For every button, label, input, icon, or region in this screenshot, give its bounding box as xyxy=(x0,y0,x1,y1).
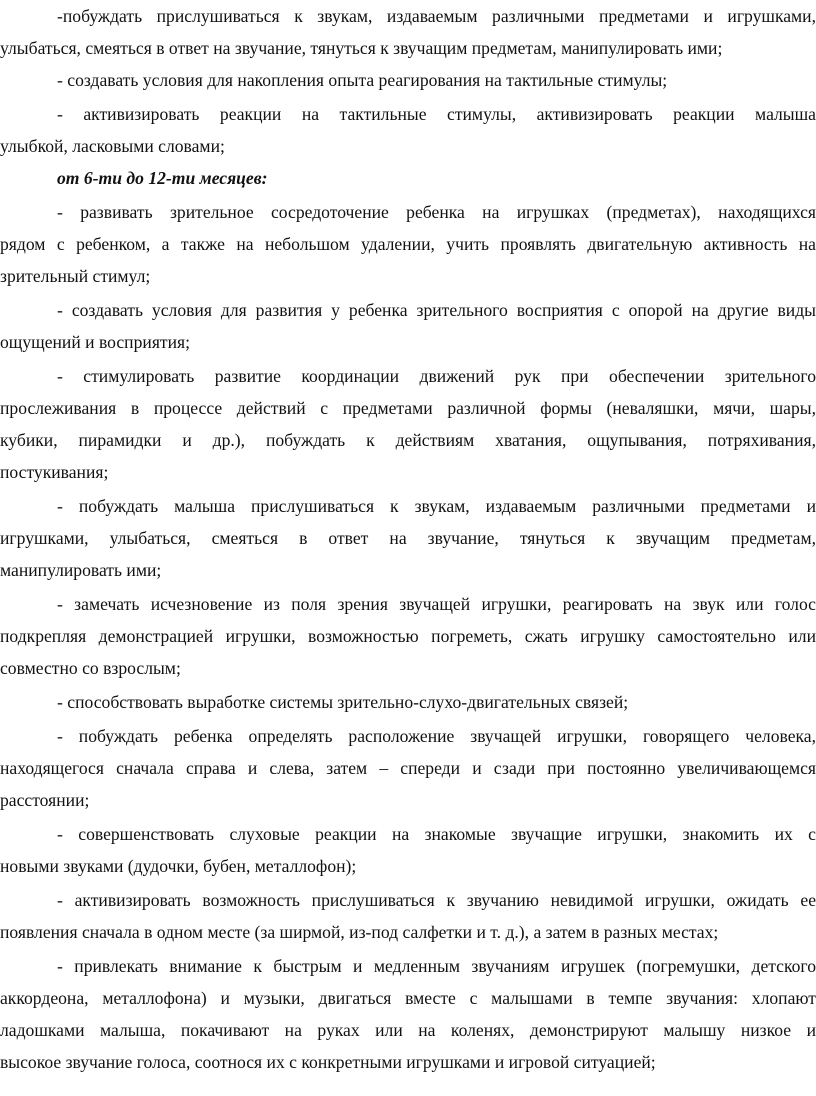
text-line: - побуждать малыша прислушиваться к звукам, издаваемым различными предметами и xyxy=(57,496,816,516)
text-line: подкрепляя демонстрацией игрушки, возможностью погреметь, сжать игрушку самостоятельно или xyxy=(0,626,816,646)
text-line: аккордеона, металлофона) и музыки, двигаться вместе с малышами в темпе звучания: хлопают xyxy=(0,988,816,1008)
text-line: - стимулировать развитие координации движений рук при обеспечении зрительного xyxy=(57,366,816,386)
text-line: - создавать условия для развития у ребенка зрительного восприятия с опорой на другие виды xyxy=(57,300,816,320)
text-line: - развивать зрительное сосредоточение ребенка на игрушках (предметах), находящихся xyxy=(57,202,816,222)
text-line: улыбаться, смеяться в ответ на звучание, тянуться к звучащим предметам, манипулировать ими; xyxy=(0,38,723,58)
text-line: - побуждать ребенка определять расположение звучащей игрушки, говорящего человека, xyxy=(57,726,816,746)
text-line: игрушками, улыбаться, смеяться в ответ на звучание, тянуться к звучащим предметам, xyxy=(0,528,816,548)
text-line: улыбкой, ласковыми словами; xyxy=(0,136,225,156)
text-line: прослеживания в процессе действий с предметами различной формы (неваляшки, мячи, шары, xyxy=(0,398,816,418)
text-line: ладошками малыша, покачивают на руках или на коленях, демонстрируют малышу низкое и xyxy=(0,1020,816,1040)
text-line: зрительный стимул; xyxy=(0,266,151,286)
text-line: - замечать исчезновение из поля зрения звучащей игрушки, реагировать на звук или голос xyxy=(57,594,816,614)
text-line: постукивания; xyxy=(0,462,109,482)
text-line: - активизировать реакции на тактильные стимулы, активизировать реакции малыша xyxy=(57,104,816,124)
text-line: ощущений и восприятия; xyxy=(0,332,190,352)
text-line: - создавать условия для накопления опыта реагирования на тактильные стимулы; xyxy=(57,70,668,90)
text-line: -побуждать прислушиваться к звукам, издаваемым различными предметами и игрушками, xyxy=(57,6,816,26)
text-line: - совершенствовать слуховые реакции на знакомые звучащие игрушки, знакомить их с xyxy=(57,824,816,844)
text-line: - привлекать внимание к быстрым и медленным звучаниям игрушек (погремушки, детского xyxy=(57,956,816,976)
text-line: расстоянии; xyxy=(0,790,90,810)
text-line: - активизировать возможность прислушиваться к звучанию невидимой игрушки, ожидать ее xyxy=(57,890,816,910)
text-line: совместно со взрослым; xyxy=(0,658,181,678)
text-line: рядом с ребенком, а также на небольшом удалении, учить проявлять двигательную активность на xyxy=(0,234,816,254)
text-line: находящегося сначала справа и слева, затем – спереди и сзади при постоянно увеличивающемся xyxy=(0,758,816,778)
text-line: кубики, пирамидки и др.), побуждать к действиям хватания, ощупывания, потряхивания, xyxy=(0,430,816,450)
text-line: манипулировать ими; xyxy=(0,560,162,580)
text-line: высокое звучание голоса, соотнося их с конкретными игрушками и игровой ситуацией; xyxy=(0,1052,656,1072)
section-heading: от 6-ти до 12-ти месяцев: xyxy=(57,168,268,188)
text-line: - способствовать выработке системы зрительно-слухо-двигательных связей; xyxy=(57,692,629,712)
text-line: новыми звуками (дудочки, бубен, металлофон); xyxy=(0,856,357,876)
text-line: появления сначала в одном месте (за ширмой, из-под салфетки и т. д.), а затем в разных местах; xyxy=(0,922,719,942)
